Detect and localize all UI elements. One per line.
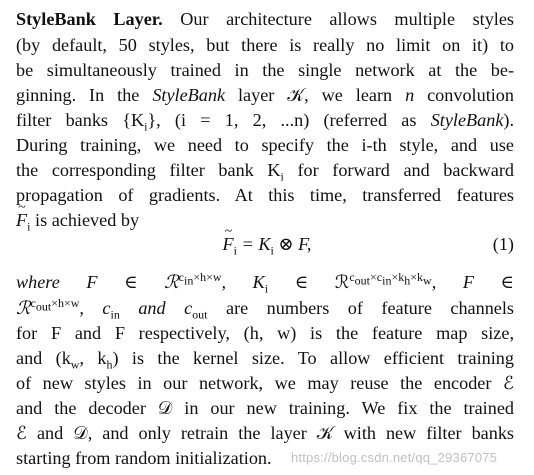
text-span: for forward and backward (297, 160, 514, 180)
text-span: ×c (370, 269, 383, 284)
text-span: Our architecture allows multiple styles (180, 9, 515, 29)
text-span: h (404, 273, 411, 288)
text-line: starting from random initialization. (16, 448, 272, 468)
text-span: ~ F (16, 208, 27, 232)
text-span: in (183, 273, 194, 288)
text-span: StyleBank (430, 110, 504, 130)
text-span: }, (i = 1, 2, ...n) (referred as (147, 110, 417, 130)
text-span: i (280, 169, 284, 184)
text-span: n (405, 85, 415, 105)
equation-body (0, 232, 534, 256)
text-span: ×h×w (51, 295, 80, 310)
text-span: c (178, 269, 184, 284)
text-span: are numbers of feature channels (226, 298, 515, 318)
text-line (16, 208, 514, 232)
section-heading: StyleBank Layer. (16, 9, 163, 29)
text-span: i (264, 281, 269, 296)
text-line: and the decoder 𝒟 in our new training. We fix the trained (16, 398, 514, 418)
text-line: of new styles in our network, we may reuse the encoder ℰ (16, 373, 514, 393)
text-line (16, 7, 514, 31)
text-line (16, 158, 514, 182)
watermark: https://blog.csdn.net/qq_29367075 (291, 450, 498, 465)
text-span: , c (79, 298, 111, 318)
text-span: in (110, 307, 120, 322)
equation-number: (1) (492, 234, 514, 254)
text-span: out (35, 299, 52, 314)
text-span: StyleBank (152, 85, 226, 105)
equation (0, 232, 534, 260)
text-span: in (382, 273, 392, 288)
text-span: out (192, 307, 208, 322)
text-span: , k (79, 348, 107, 368)
text-span: ×k (391, 269, 405, 284)
text-line (16, 270, 514, 294)
text-span: layer 𝒦, we learn (237, 85, 393, 105)
text-span: = K (241, 234, 271, 254)
text-span: ⊗ F, (278, 234, 312, 254)
text-line (16, 83, 514, 107)
text-span: filter banks {K (16, 110, 145, 130)
text-span: ginning. In the (16, 85, 140, 105)
text-span: w (70, 357, 80, 372)
text-span: out (354, 273, 371, 288)
text-span: ~ F (223, 232, 234, 256)
text-span: i (144, 119, 148, 134)
text-span: i (233, 243, 237, 258)
text-span: h (106, 357, 113, 372)
text-span: is achieved by (35, 210, 140, 230)
text-span: ×k (410, 269, 424, 284)
text-line: During training, we need to specify the i-th style, and use (16, 135, 514, 155)
text-span: i (270, 243, 274, 258)
text-span: ). (503, 110, 515, 130)
text-line: for F and F respectively, (h, w) is the feature map size, (16, 323, 514, 343)
text-span: the corresponding filter bank K (16, 160, 281, 180)
text-line: (by default, 50 styles, but there is really no limit on it) to (16, 35, 514, 55)
text-span: and c (138, 298, 193, 318)
text-line (16, 296, 514, 321)
text-span: where F ∈ ℛ (16, 272, 179, 292)
text-line (16, 346, 514, 370)
text-span: ) is the kernel size. To allow efficient training (112, 348, 514, 368)
text-span: c (30, 295, 36, 310)
text-line: propagation of gradients. At this time, transferred features (16, 185, 514, 205)
text-span: convolution (427, 85, 514, 105)
text-span: c (349, 269, 355, 284)
text-span: ×h×w (193, 269, 222, 284)
text-line: ℰ and 𝒟, and only retrain the layer 𝒦 with new filter banks (16, 423, 514, 443)
text-span: i (27, 219, 31, 234)
text-line: be simultaneously trained in the single network at the be- (16, 60, 514, 80)
text-span: , K (221, 272, 265, 292)
text-span: ∈ ℛ (294, 272, 350, 292)
text-span: and (k (16, 348, 71, 368)
text-span: ℛ (16, 298, 31, 319)
text-line (16, 108, 514, 132)
text-span: , F ∈ (431, 272, 515, 292)
text-span: w (423, 273, 432, 288)
